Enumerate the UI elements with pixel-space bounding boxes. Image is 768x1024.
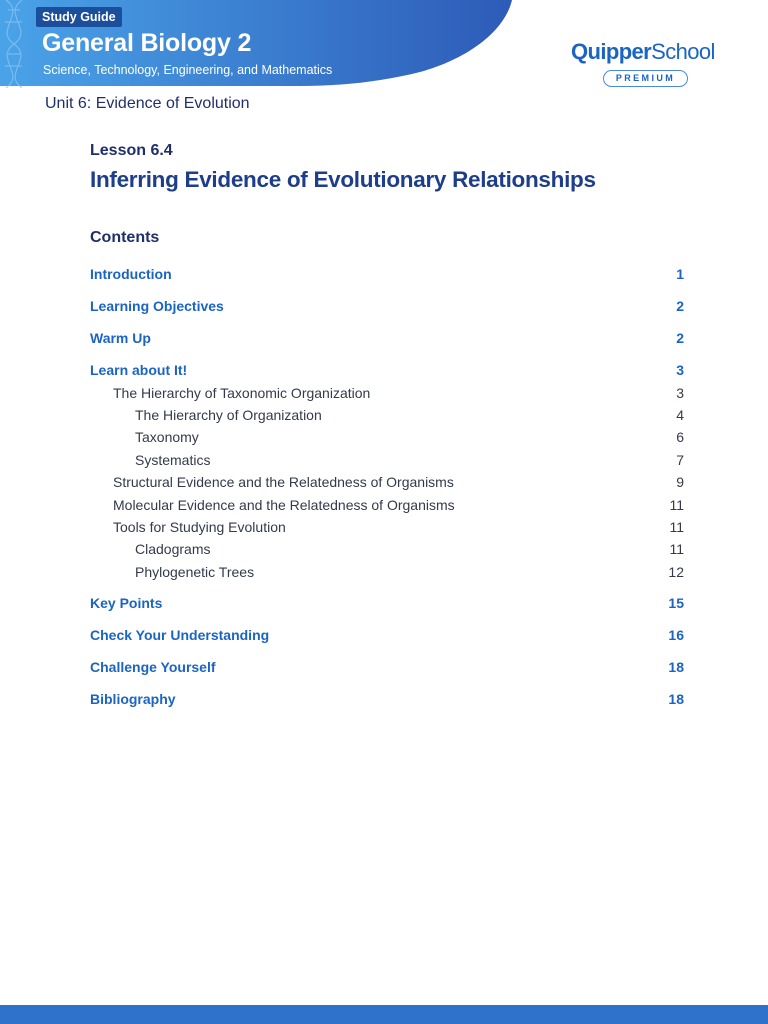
toc-entry-page: 9 bbox=[676, 474, 684, 490]
toc-entry-page: 15 bbox=[668, 595, 684, 611]
toc-entry[interactable] bbox=[90, 691, 684, 711]
toc-entry-label: Phylogenetic Trees bbox=[135, 564, 255, 580]
toc-entry-page: 3 bbox=[676, 362, 684, 378]
toc-entry[interactable] bbox=[90, 659, 684, 679]
toc-entry[interactable] bbox=[90, 497, 684, 517]
toc-entry[interactable] bbox=[90, 452, 684, 472]
lesson-title: Inferring Evidence of Evolutionary Relationships bbox=[90, 167, 596, 192]
toc-entry[interactable] bbox=[90, 627, 684, 647]
footer-bar bbox=[0, 1005, 768, 1024]
toc-entry-page: 16 bbox=[668, 627, 684, 643]
toc-entry-label: Check Your Understanding bbox=[90, 627, 270, 643]
toc-entry-page: 7 bbox=[676, 452, 684, 468]
toc-entry[interactable] bbox=[90, 474, 684, 494]
logo-quipper: Quipper bbox=[571, 39, 652, 64]
toc-entry[interactable] bbox=[90, 362, 684, 382]
toc-entry-page: 11 bbox=[669, 497, 684, 513]
toc-entry-label: Structural Evidence and the Relatedness of Organisms bbox=[113, 474, 454, 490]
toc-entry-label: Warm Up bbox=[90, 330, 151, 346]
study-guide-badge: Study Guide bbox=[36, 7, 122, 27]
toc-entry-page: 12 bbox=[668, 564, 684, 580]
toc-entry-label: Bibliography bbox=[90, 691, 176, 707]
toc-entry-page: 2 bbox=[676, 298, 684, 314]
toc-entry-label: The Hierarchy of Taxonomic Organization bbox=[113, 385, 371, 401]
toc-entry-label: The Hierarchy of Organization bbox=[135, 407, 322, 423]
logo-school: School bbox=[651, 39, 715, 64]
toc-entry-page: 3 bbox=[676, 385, 684, 401]
toc-entry[interactable] bbox=[90, 266, 684, 286]
toc-entry-page: 4 bbox=[676, 407, 684, 423]
course-subtitle: Science, Technology, Engineering, and Mathematics bbox=[43, 63, 333, 77]
toc-entry[interactable] bbox=[90, 541, 684, 561]
toc-entry-label: Learn about It! bbox=[90, 362, 188, 378]
toc-entry[interactable] bbox=[90, 519, 684, 539]
toc-entry[interactable] bbox=[90, 298, 684, 318]
toc-entry-label: Taxonomy bbox=[135, 429, 199, 445]
toc-entry-label: Tools for Studying Evolution bbox=[113, 519, 286, 535]
toc-entry-label: Challenge Yourself bbox=[90, 659, 216, 675]
contents-heading: Contents bbox=[90, 229, 160, 246]
toc-entry[interactable] bbox=[90, 595, 684, 615]
toc-entry[interactable] bbox=[90, 385, 684, 405]
toc-entry-label: Molecular Evidence and the Relatedness of Organisms bbox=[113, 497, 455, 513]
toc-entry-page: 6 bbox=[676, 429, 684, 445]
toc-entry[interactable] bbox=[90, 330, 684, 350]
toc-entry[interactable] bbox=[90, 564, 684, 584]
toc-entry-label: Key Points bbox=[90, 595, 163, 611]
lesson-number: Lesson 6.4 bbox=[90, 142, 173, 159]
premium-badge: PREMIUM bbox=[603, 70, 688, 87]
logo-wordmark bbox=[571, 39, 715, 65]
toc-entry[interactable] bbox=[90, 407, 684, 427]
unit-label: Unit 6: Evidence of Evolution bbox=[45, 95, 250, 112]
toc-entry-page: 1 bbox=[676, 266, 684, 282]
toc-entry-label: Introduction bbox=[90, 266, 172, 282]
toc-entry[interactable] bbox=[90, 429, 684, 449]
toc-entry-label: Cladograms bbox=[135, 541, 211, 557]
toc-entry-label: Learning Objectives bbox=[90, 298, 224, 314]
toc-entry-label: Systematics bbox=[135, 452, 211, 468]
toc-entry-page: 2 bbox=[676, 330, 684, 346]
toc-entry-page: 18 bbox=[668, 691, 684, 707]
toc-entry-page: 18 bbox=[668, 659, 684, 675]
course-title: General Biology 2 bbox=[42, 29, 252, 57]
toc-entry-page: 11 bbox=[669, 519, 684, 535]
toc-entry-page: 11 bbox=[669, 541, 684, 557]
quipper-school-logo bbox=[571, 39, 731, 89]
